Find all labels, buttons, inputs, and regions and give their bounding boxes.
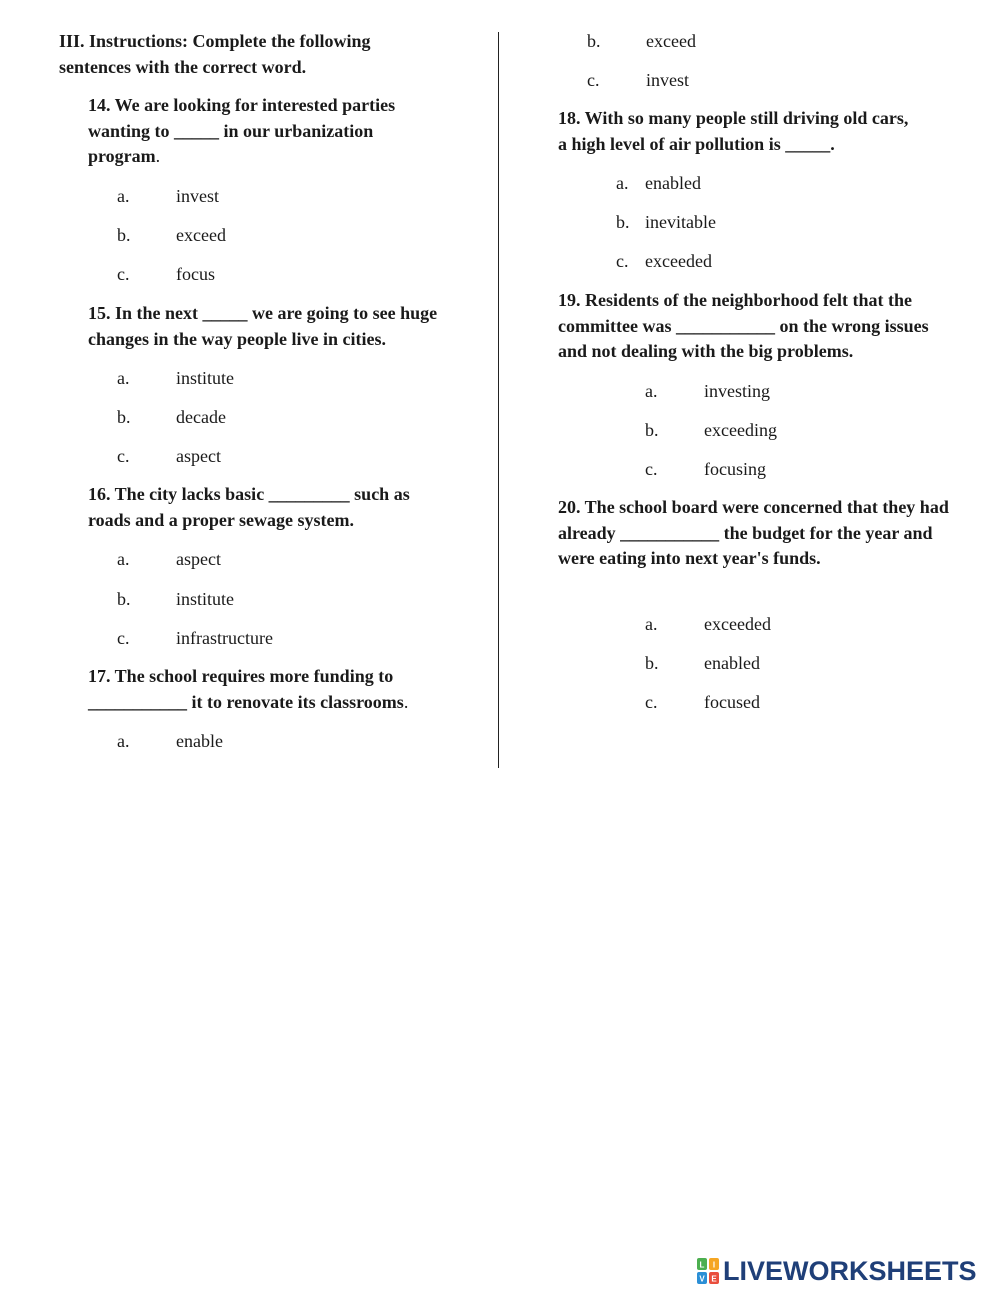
question-18: [558, 106, 918, 157]
option-letter: a.: [645, 381, 658, 401]
option-14-b[interactable]: [117, 223, 417, 247]
option-16-a[interactable]: [117, 547, 417, 571]
option-letter: b.: [117, 589, 131, 609]
question-16-text: 16. The city lacks basic _________ such as roads and a proper sewage system.: [88, 484, 410, 530]
option-19-a[interactable]: [645, 379, 945, 403]
option-word: investing: [704, 381, 770, 401]
option-15-a[interactable]: [117, 366, 417, 390]
option-letter: b.: [587, 31, 601, 51]
option-word: exceeded: [645, 251, 712, 271]
option-word: exceeded: [704, 614, 771, 634]
logo-tiles-icon: [697, 1258, 719, 1284]
question-18-text: 18. With so many people still driving old cars, a high level of air pollution is _____.: [558, 108, 909, 154]
option-letter: c.: [587, 70, 600, 90]
option-19-c[interactable]: [645, 457, 945, 481]
question-15: [88, 301, 478, 352]
option-18-c[interactable]: [616, 249, 916, 273]
option-17-b[interactable]: [587, 29, 887, 53]
option-word: institute: [176, 589, 234, 609]
option-word: exceeding: [704, 420, 777, 440]
question-17-text: 17. The school requires more funding to ___________ it to renovate its classrooms: [88, 666, 404, 712]
option-word: inevitable: [645, 212, 716, 232]
option-19-b[interactable]: [645, 418, 945, 442]
option-word: institute: [176, 368, 234, 388]
option-word: focus: [176, 264, 215, 284]
logo-tile-letter: L: [699, 1260, 705, 1270]
option-letter: c.: [616, 251, 629, 271]
option-letter: b.: [645, 420, 659, 440]
question-20: [558, 495, 953, 572]
option-letter: c.: [645, 459, 658, 479]
option-16-c[interactable]: [117, 626, 417, 650]
option-word: exceed: [646, 31, 696, 51]
option-17-a[interactable]: [117, 729, 417, 753]
option-14-c[interactable]: [117, 262, 417, 286]
option-letter: b.: [117, 407, 131, 427]
option-word: aspect: [176, 446, 221, 466]
option-18-b[interactable]: [616, 210, 916, 234]
question-15-text: 15. In the next _____ we are going to see huge changes in the way people live in cities.: [88, 303, 438, 349]
logo-tile-letter: E: [711, 1274, 717, 1284]
option-15-c[interactable]: [117, 444, 417, 468]
question-17: [88, 664, 458, 715]
option-word: enabled: [645, 173, 701, 193]
logo-tile-letter: V: [699, 1274, 705, 1284]
option-word: infrastructure: [176, 628, 273, 648]
option-letter: b.: [645, 653, 659, 673]
option-16-b[interactable]: [117, 587, 417, 611]
option-letter: a.: [117, 368, 130, 388]
option-letter: c.: [117, 446, 130, 466]
option-17-c[interactable]: [587, 68, 887, 92]
option-20-c[interactable]: [645, 690, 945, 714]
option-14-a[interactable]: [117, 184, 417, 208]
option-word: decade: [176, 407, 226, 427]
question-19-text: 19. Residents of the neighborhood felt that the committee was ___________ on the wrong issues and not dealing with the big problems.: [558, 290, 929, 361]
option-word: invest: [176, 186, 219, 206]
option-word: focusing: [704, 459, 766, 479]
question-20-text: 20. The school board were concerned that they had already ___________ the budget for the year and were eating into next year's funds.: [558, 497, 949, 568]
question-14: [88, 93, 448, 170]
option-letter: a.: [645, 614, 658, 634]
option-word: focused: [704, 692, 760, 712]
question-19: [558, 288, 953, 365]
option-letter: a.: [117, 731, 130, 751]
option-18-a[interactable]: [616, 171, 916, 195]
logo-text: LIVEWORKSHEETS: [723, 1256, 977, 1286]
option-letter: a.: [117, 186, 130, 206]
instructions-heading: III. Instructions: Complete the following sentences with the correct word.: [59, 31, 371, 77]
option-word: invest: [646, 70, 689, 90]
option-letter: a.: [117, 549, 130, 569]
liveworksheets-logo: [697, 1254, 997, 1288]
question-14-text: 14. We are looking for interested parties wanting to _____ in our urbanization program: [88, 95, 396, 166]
option-letter: a.: [616, 173, 629, 193]
option-word: enabled: [704, 653, 760, 673]
question-17-period: .: [403, 691, 409, 712]
column-divider: [498, 32, 499, 768]
option-word: exceed: [176, 225, 226, 245]
option-20-a[interactable]: [645, 612, 945, 636]
option-letter: b.: [117, 225, 131, 245]
option-letter: c.: [117, 628, 130, 648]
question-14-period: .: [155, 146, 161, 166]
option-word: enable: [176, 731, 223, 751]
question-16: [88, 482, 453, 533]
option-20-b[interactable]: [645, 651, 945, 675]
option-letter: b.: [616, 212, 630, 232]
option-word: aspect: [176, 549, 221, 569]
option-15-b[interactable]: [117, 405, 417, 429]
logo-tile-letter: I: [712, 1260, 716, 1270]
option-letter: c.: [645, 692, 658, 712]
option-letter: c.: [117, 264, 130, 284]
